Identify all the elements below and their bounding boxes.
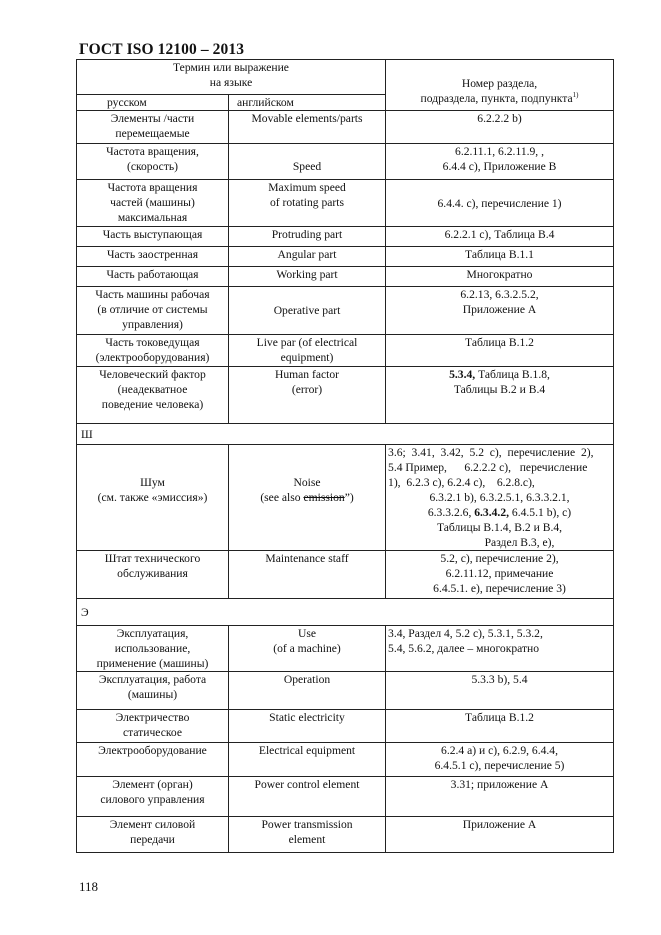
staff-ru: Штат технического обслуживания: [77, 551, 229, 599]
page-number: 118: [79, 879, 99, 894]
row-en: Angular part: [229, 247, 386, 267]
row-ref: 6.4.4. с), перечисление 1): [386, 180, 614, 227]
row-ref: 6.2.13, 6.3.2.5.2, Приложение А: [386, 287, 614, 335]
row-en: Power transmission element: [229, 817, 386, 853]
row-ref: 3.4, Раздел 4, 5.2 с), 5.3.1, 5.3.2, 5.4, 5.6.2, далее – многократно: [386, 626, 614, 672]
row-en: Use (of a machine): [229, 626, 386, 672]
head-section-line2: подраздела, пункта, подпункта$^{1)}$: [420, 91, 579, 105]
row-ref: 3.31; приложение А: [386, 777, 614, 817]
row-ref: Приложение А: [386, 817, 614, 853]
row-en: Static electricity: [229, 710, 386, 743]
row-en: Protruding part: [229, 227, 386, 247]
row-ru: Частота вращения, (скорость): [77, 144, 229, 180]
row-en: Human factor (error): [229, 367, 386, 424]
row-ref: 5.3.3 b), 5.4: [386, 672, 614, 710]
head-section-line1: Номер раздела,: [461, 77, 538, 90]
row-ru: Элемент (орган) силового управления: [77, 777, 229, 817]
row-ref: 6.2.11.1, 6.2.11.9, , 6.4.4 с), Приложение В: [386, 144, 614, 180]
row-ref: 6.2.2.2 b): [386, 111, 614, 144]
document-header: ГОСТ ISO 12100 – 2013: [79, 41, 245, 58]
row-ref: 6.2.4 а) и с), 6.2.9, 6.4.4, 6.4.5.1 с), перечисление 5): [386, 743, 614, 777]
row-ru: Частота вращения частей (машины) максимальная: [77, 180, 229, 227]
row-ru: Часть выступающая: [77, 227, 229, 247]
staff-en: Maintenance staff: [229, 551, 386, 599]
row-ref: 5.3.4, Таблица В.1.8, Таблицы В.2 и В.4: [386, 367, 614, 424]
head-section: [386, 60, 614, 111]
row-ref: Таблица В.1.2: [386, 710, 614, 743]
row-en: Speed: [229, 144, 386, 180]
row-ref: 6.2.2.1 с), Таблица В.4: [386, 227, 614, 247]
row-ru: Элементы /части перемещаемые: [77, 111, 229, 144]
row-en: Live par (of electrical equipment): [229, 335, 386, 367]
row-en: Maximum speed of rotating parts: [229, 180, 386, 227]
row-en: Power control element: [229, 777, 386, 817]
row-ref: Таблица В.1.2: [386, 335, 614, 367]
noise-en: Noise (see also emission”): [229, 445, 386, 551]
row-ru: Человеческий фактор (неадекватное поведение человека): [77, 367, 229, 424]
staff-ref: 5.2, с), перечисление 2), 6.2.11.12, примечание 6.4.5.1. е), перечисление 3): [386, 551, 614, 599]
row-en: Electrical equipment: [229, 743, 386, 777]
row-en: Working part: [229, 267, 386, 287]
letter-heading-sh: Ш: [77, 424, 614, 445]
row-ref: Многократно: [386, 267, 614, 287]
row-ru: Электрооборудование: [77, 743, 229, 777]
noise-ru: Шум (см. также «эмиссия»): [77, 445, 229, 551]
head-english: английском: [229, 95, 386, 111]
head-russian: русском: [77, 95, 229, 111]
letter-heading-e: Э: [77, 599, 614, 626]
row-ru: Эксплуатация, работа (машины): [77, 672, 229, 710]
index-table: [76, 59, 614, 853]
footnote-mark: 1): [572, 91, 579, 100]
row-ru: Часть машины рабочая (в отличие от системы управления): [77, 287, 229, 335]
row-ru: Электричество статическое: [77, 710, 229, 743]
row-ru: Часть токоведущая (электрооборудования): [77, 335, 229, 367]
row-ru: Элемент силовой передачи: [77, 817, 229, 853]
row-ru: Часть работающая: [77, 267, 229, 287]
row-ru: Эксплуатация, использование, применение (машины): [77, 626, 229, 672]
row-en: Operative part: [229, 287, 386, 335]
row-en: Operation: [229, 672, 386, 710]
head-terms-line2: на языке: [209, 76, 253, 89]
row-ru: Часть заостренная: [77, 247, 229, 267]
row-ref: Таблица В.1.1: [386, 247, 614, 267]
noise-ref: 3.6; 3.41, 3.42, 5.2 с), перечисление 2), 5.4 Пример, 6.2.2.2 с), перечисление 1), 6.2.3 с), 6.2.4 с), 6.2.8.с), 6.3.2.1 b), 6.3.2.5.1, 6.3.3.2.1, 6.3.3.2.6, 6.3.4.2, 6.4.5.1 b), с) Таблицы В.1.4, В.2 и В.4, Раздел В.3, е),: [386, 445, 614, 551]
head-terms-line1: Термин или выражение: [173, 61, 289, 74]
row-en: Movable elements/parts: [229, 111, 386, 144]
head-terms: [77, 60, 386, 95]
